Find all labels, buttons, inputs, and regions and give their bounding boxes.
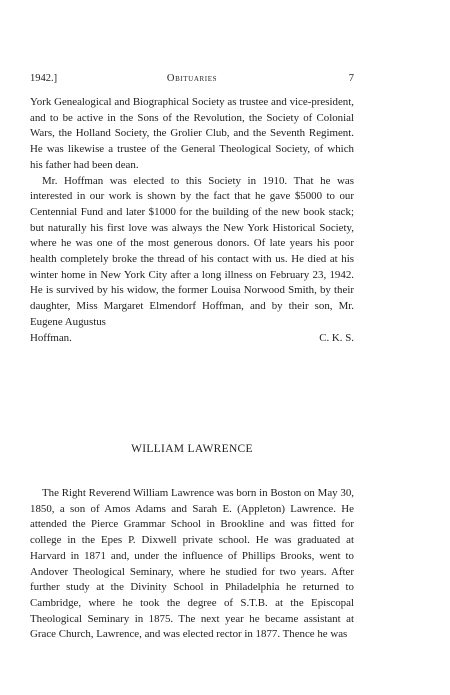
- signature-line: [30, 331, 354, 347]
- closing-word: Hoffman.: [30, 331, 72, 344]
- hoffman-obituary: [30, 95, 354, 346]
- continuation-paragraph: York Genealogical and Biographical Society as trustee and vice-president, and to be active in the Sons of the Revolution, the Society of Colonial Wars, the Holland Society, the Grolier Club, and the Seventh Regiment. He was likewise a trustee of the General Theological Society, of which his father had been dean.: [30, 96, 354, 171]
- running-head: [30, 73, 354, 87]
- running-head-year: 1942.]: [30, 73, 58, 84]
- section-heading: WILLIAM LAWRENCE: [131, 443, 253, 455]
- lawrence-obituary: [30, 486, 354, 643]
- running-head-title: Obituaries: [166, 73, 218, 84]
- page-number: 7: [348, 73, 354, 84]
- author-initials: C. K. S.: [319, 331, 354, 344]
- lawrence-paragraph: The Right Reverend William Lawrence was born in Boston on May 30, 1850, a son of Amos Adams and Sarah E. (Appleton) Lawrence. He attended the Pierce Grammar School in Brookline and was fitted for college in the Epes P. Dixwell private school. He was graduated at Harvard in 1871 and, under the influence of Phillips Brooks, went to Andover Theological Seminary, where he studied for two years. After further study at the Divinity School in Philadelphia he returned to Cambridge, where he took the degree of S.T.B. at the Episcopal Theological Seminary in 1875. The next year he became assistant at Grace Church, Lawrence, and was elected rector in 1877. Thence he was: [30, 487, 354, 641]
- hoffman-paragraph: Mr. Hoffman was elected to this Society in 1910. That he was interested in our work is shown by the fact that he gave $5000 to our Centennial Fund and later $1000 for the building of the new book stack; but naturally his first love was always the New York Historical Society, where he was one of the most generous donors. Of late years his poor health completely broke the thread of his contact with us. He died at his winter home in New York City after a long illness on February 23, 1942. He is survived by his widow, the former Louisa Norwood Smith, by their daughter, Miss Margaret Elmendorf Hoffman, and by their son, Mr. Eugene Augustus: [30, 174, 354, 328]
